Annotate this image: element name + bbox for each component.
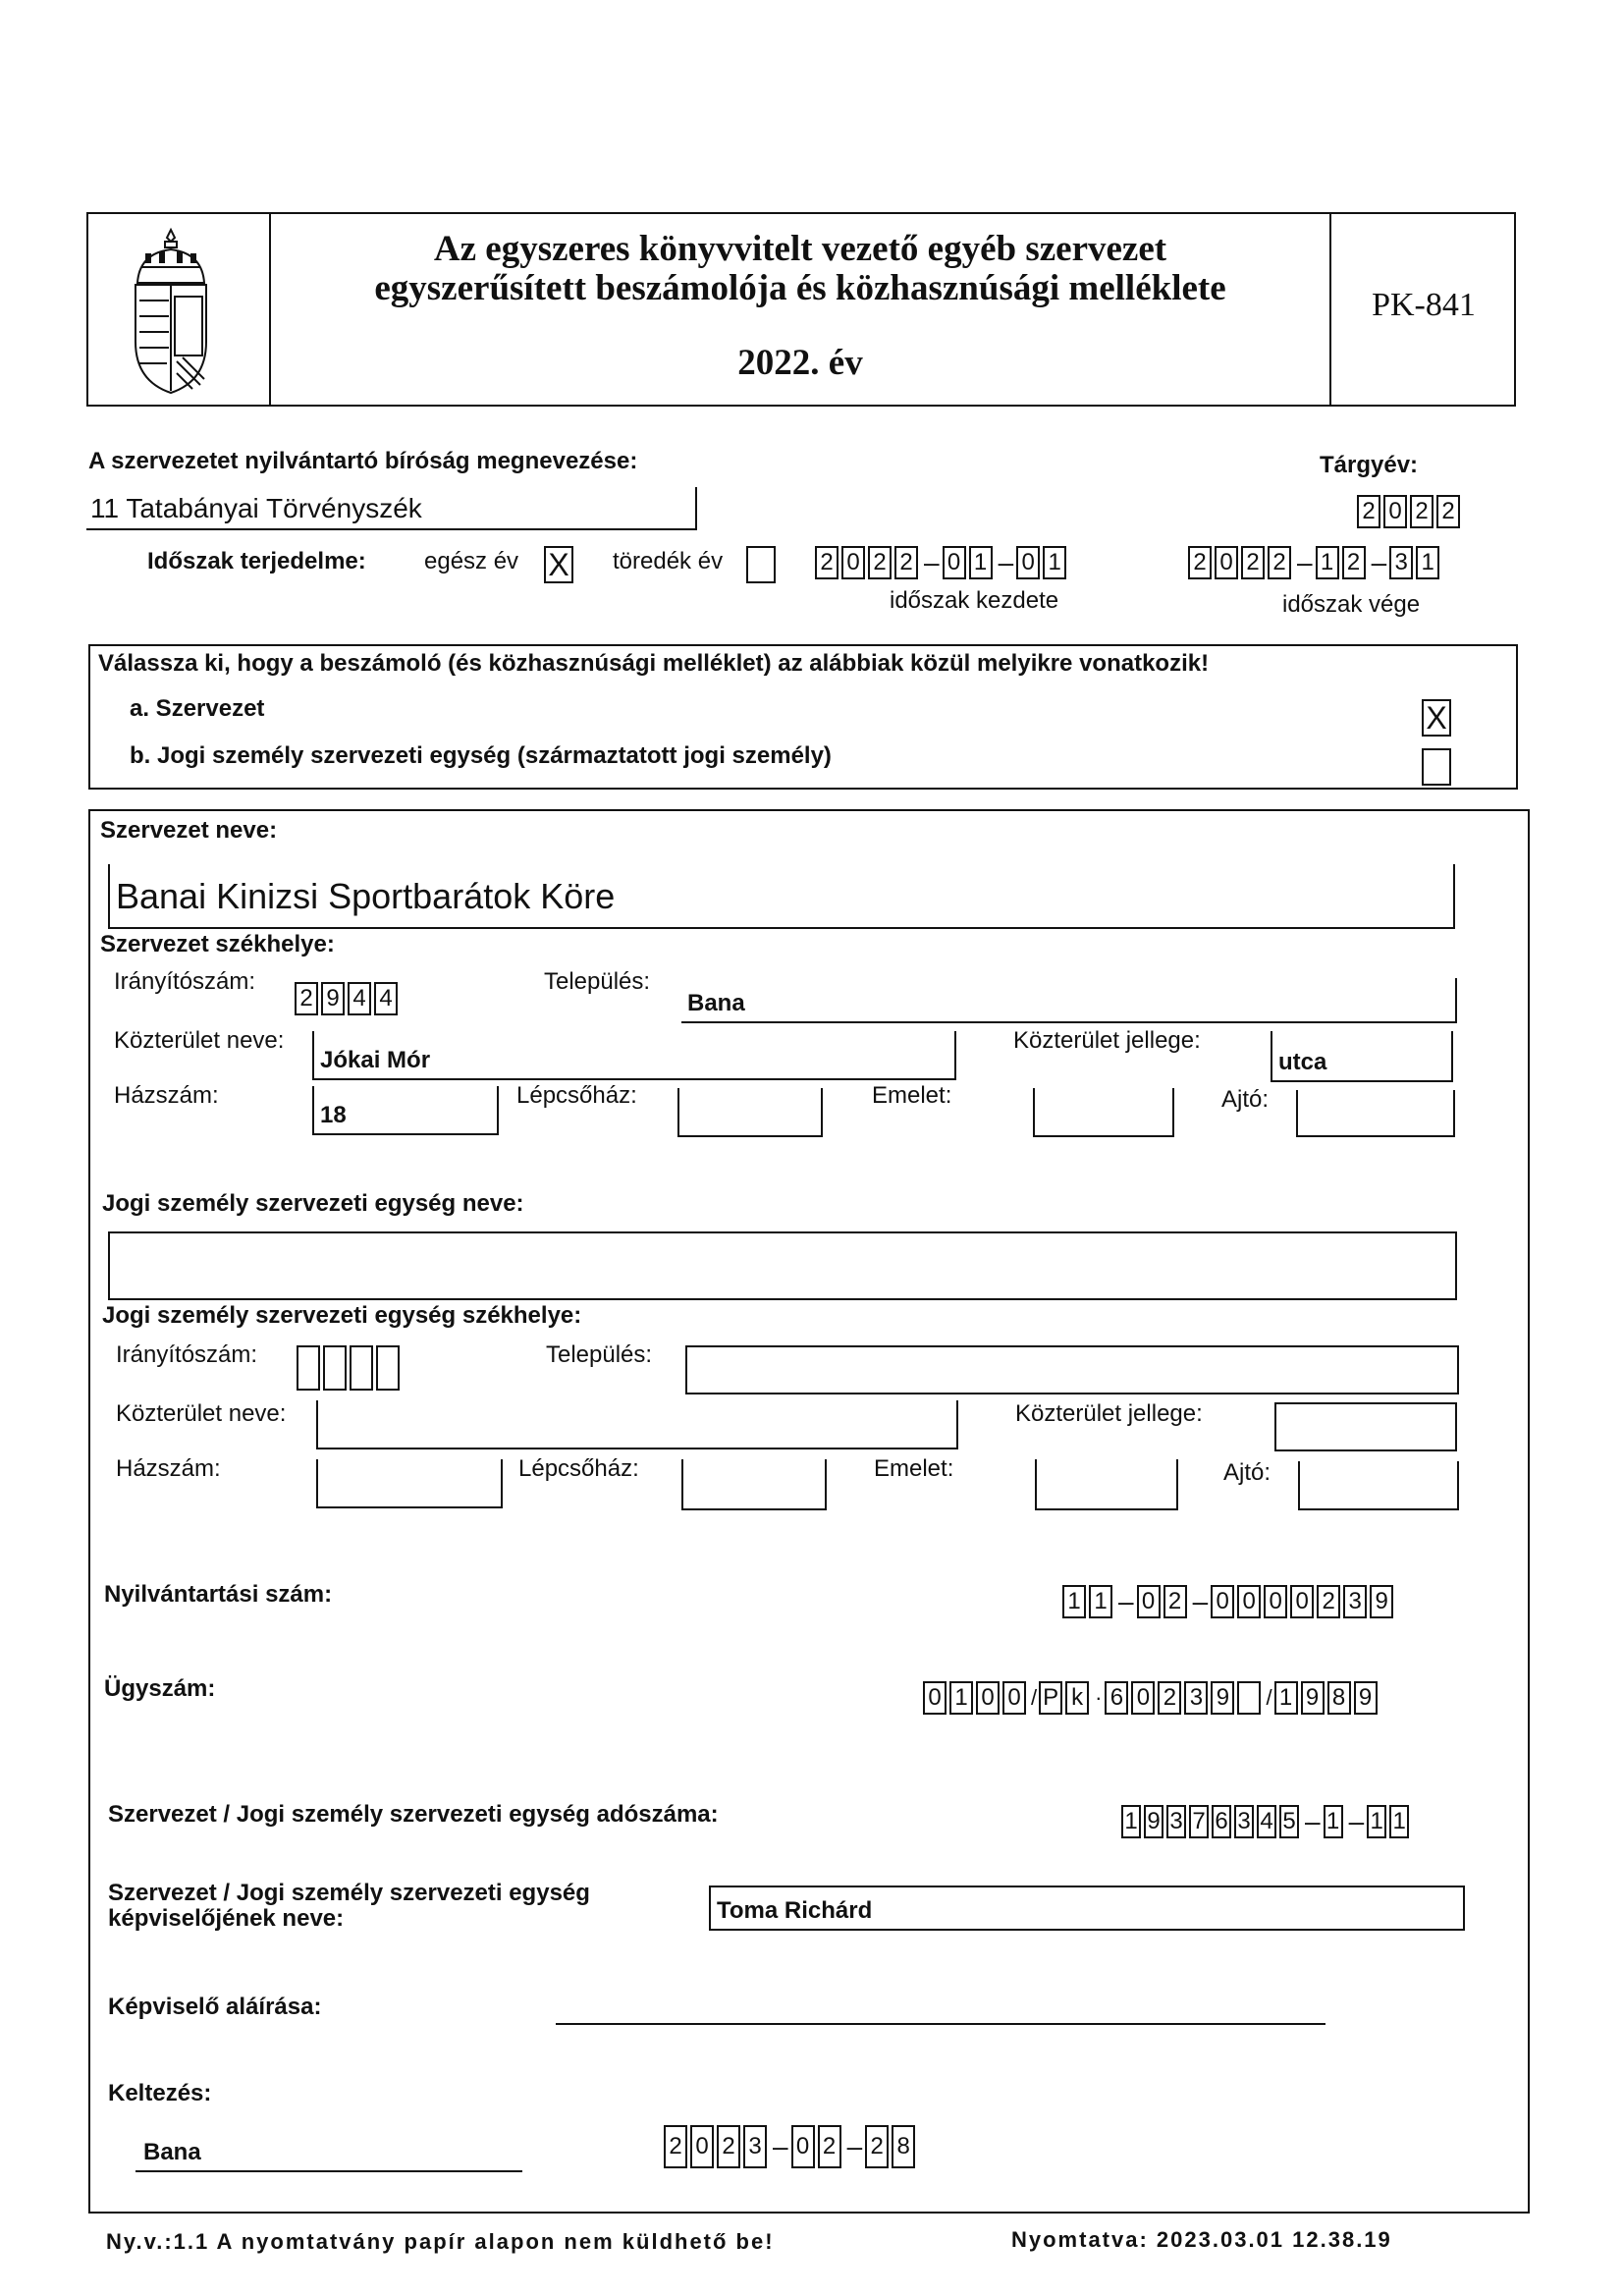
unit-zip-digits[interactable] — [297, 1345, 403, 1391]
representative-field[interactable] — [709, 1886, 1465, 1931]
org-street-field[interactable] — [312, 1031, 956, 1080]
digit-box[interactable]: 1 — [1089, 1585, 1112, 1618]
digit-box[interactable]: 0 — [1290, 1585, 1314, 1618]
digit-box[interactable]: 7 — [1189, 1805, 1209, 1838]
period-start-label: időszak kezdete — [890, 587, 1059, 614]
digit-box[interactable]: 9 — [1211, 1681, 1234, 1715]
digit-box[interactable]: 6 — [1105, 1681, 1128, 1715]
digit-box[interactable] — [376, 1345, 400, 1391]
digit-box[interactable]: k — [1065, 1681, 1089, 1715]
form-title-line1: Az egyszeres könyvvitelt vezető egyéb szervezet — [433, 229, 1167, 269]
option-b-checkbox[interactable] — [1422, 748, 1451, 786]
unit-floor-field[interactable] — [1035, 1459, 1178, 1510]
org-zip-label: Irányítószám: — [114, 968, 256, 995]
digit-box[interactable]: 0 — [1264, 1585, 1287, 1618]
option-a-checkbox[interactable]: X — [1422, 699, 1451, 737]
unit-house-field[interactable] — [316, 1459, 503, 1508]
unit-stair-label: Lépcsőház: — [518, 1455, 639, 1482]
digit-box[interactable] — [323, 1345, 347, 1391]
digit-box[interactable]: 2 — [815, 546, 839, 579]
slash-separator: / — [1266, 1685, 1272, 1710]
representative-label-line2: képviselőjének neve: — [108, 1905, 345, 1932]
org-city-label: Település: — [544, 968, 651, 995]
number-separator: – — [1348, 1806, 1365, 1836]
dating-place[interactable]: Bana — [143, 2139, 201, 2165]
court-value: 11 Tatabányai Törvényszék — [90, 493, 422, 523]
unit-city-field[interactable] — [685, 1345, 1459, 1394]
digit-box[interactable]: 0 — [690, 2125, 714, 2168]
digit-box[interactable]: 9 — [321, 982, 345, 1015]
digit-box[interactable] — [297, 1345, 320, 1391]
digit-box[interactable]: P — [1039, 1681, 1062, 1715]
period-end-date[interactable] — [1188, 546, 1442, 579]
digit-box[interactable]: 2 — [818, 2125, 841, 2168]
digit-box[interactable]: 0 — [841, 546, 865, 579]
case-digits[interactable] — [923, 1681, 1380, 1715]
unit-floor-label: Emelet: — [874, 1455, 954, 1482]
partial-year-checkbox[interactable] — [746, 546, 776, 583]
number-separator: – — [1118, 1586, 1134, 1616]
unit-house-label: Házszám: — [116, 1455, 221, 1482]
form-code: PK-841 — [1372, 287, 1476, 323]
digit-box[interactable]: 1 — [1043, 546, 1066, 579]
footer-right: Nyomtatva: 2023.03.01 12.38.19 — [1011, 2227, 1392, 2252]
hungarian-coat-of-arms-icon — [126, 224, 216, 397]
digit-box[interactable]: 0 — [791, 2125, 815, 2168]
digit-box[interactable]: 2 — [1241, 546, 1265, 579]
period-end-label: időszak vége — [1282, 591, 1421, 618]
digit-box[interactable]: 1 — [1416, 546, 1439, 579]
date-separator: – — [1297, 547, 1313, 577]
digit-box[interactable]: 1 — [1316, 546, 1339, 579]
org-street-type-value: utca — [1278, 1049, 1327, 1075]
digit-box[interactable]: 2 — [1163, 1585, 1187, 1618]
partial-year-label: töredék év — [613, 548, 724, 574]
digit-box[interactable] — [350, 1345, 373, 1391]
number-separator: – — [1305, 1806, 1321, 1836]
org-name-field[interactable] — [108, 864, 1455, 929]
unit-street-type-field[interactable] — [1274, 1402, 1457, 1451]
digit-box[interactable]: 8 — [1327, 1681, 1351, 1715]
digit-box[interactable]: 3 — [1166, 1805, 1186, 1838]
slash-separator: / — [1031, 1685, 1038, 1710]
digit-box[interactable]: 1 — [1121, 1805, 1141, 1838]
dating-date[interactable] — [664, 2125, 918, 2168]
org-door-field[interactable] — [1296, 1090, 1455, 1137]
org-name-label: Szervezet neve: — [100, 817, 278, 844]
digit-box[interactable]: 3 — [1184, 1681, 1208, 1715]
digit-box[interactable]: 2 — [1268, 546, 1291, 579]
digit-box[interactable]: 4 — [1257, 1805, 1276, 1838]
digit-box[interactable]: 0 — [1383, 495, 1407, 528]
period-label: Időszak terjedelme: — [147, 548, 366, 574]
digit-box[interactable]: 0 — [976, 1681, 1000, 1715]
date-separator: – — [1371, 547, 1387, 577]
full-year-checkbox[interactable]: X — [544, 546, 573, 583]
digit-box[interactable]: 1 — [949, 1681, 973, 1715]
digit-box[interactable]: 0 — [943, 546, 966, 579]
date-separator: – — [773, 2131, 788, 2161]
digit-box[interactable]: 2 — [717, 2125, 740, 2168]
digit-box[interactable]: 0 — [1237, 1585, 1261, 1618]
unit-stair-field[interactable] — [681, 1459, 827, 1510]
digit-box[interactable]: 2 — [1342, 546, 1366, 579]
digit-box[interactable]: 5 — [1279, 1805, 1299, 1838]
unit-door-label: Ajtó: — [1223, 1459, 1271, 1486]
date-separator: – — [924, 547, 940, 577]
org-house-value: 18 — [320, 1102, 347, 1128]
signature-label: Képviselő aláírása: — [108, 1994, 322, 2020]
digit-box[interactable]: 1 — [969, 546, 993, 579]
unit-door-field[interactable] — [1298, 1461, 1459, 1510]
digit-box[interactable]: 1 — [1062, 1585, 1086, 1618]
unit-street-type-label: Közterület jellege: — [1015, 1400, 1203, 1427]
subject-year-label: Tárgyév: — [1320, 452, 1419, 478]
unit-name-label: Jogi személy szervezeti egység neve: — [102, 1190, 524, 1217]
court-label: A szervezetet nyilvántartó bíróság megnevezése: — [88, 448, 638, 474]
digit-box[interactable] — [1237, 1681, 1261, 1715]
tax-label: Szervezet / Jogi személy szervezeti egység adószáma: — [108, 1801, 719, 1828]
digit-box[interactable]: 2 — [1158, 1681, 1181, 1715]
unit-name-field[interactable] — [108, 1231, 1457, 1300]
digit-box[interactable]: 0 — [923, 1681, 947, 1715]
date-separator: – — [998, 547, 1014, 577]
option-b-label: b. Jogi személy szervezeti egység (származtatott jogi személy) — [130, 742, 832, 769]
digit-box[interactable]: 1 — [1324, 1805, 1343, 1838]
org-house-field[interactable] — [312, 1086, 499, 1135]
registration-label: Nyilvántartási szám: — [104, 1581, 333, 1608]
digit-box[interactable]: 9 — [1144, 1805, 1163, 1838]
option-a-label: a. Szervezet — [130, 695, 265, 722]
selection-question: Válassza ki, hogy a beszámoló (és közhasznúsági melléklet) az alábbiak közül melyikre vonatkozik! — [98, 650, 1210, 677]
org-seat-label: Szervezet székhelye: — [100, 931, 335, 957]
digit-box[interactable]: 6 — [1212, 1805, 1231, 1838]
digit-box[interactable]: 2 — [868, 546, 892, 579]
form-year: 2022. év — [737, 343, 863, 383]
form-title-line2: egyszerűsített beszámolója és közhasznúsági melléklete — [374, 268, 1226, 308]
digit-box[interactable]: 2 — [1410, 495, 1434, 528]
org-stair-field[interactable] — [677, 1088, 823, 1137]
unit-city-label: Település: — [546, 1341, 653, 1368]
dating-label: Keltezés: — [108, 2080, 212, 2106]
org-floor-field[interactable] — [1033, 1088, 1174, 1137]
court-field[interactable] — [86, 487, 697, 530]
digit-box[interactable]: 1 — [1389, 1805, 1409, 1838]
org-street-label: Közterület neve: — [114, 1027, 285, 1054]
digit-box[interactable]: 2 — [1188, 546, 1212, 579]
subject-year-digits[interactable] — [1357, 495, 1463, 528]
unit-zip-label: Irányítószám: — [116, 1341, 258, 1368]
number-separator: – — [1192, 1586, 1209, 1616]
registration-digits[interactable] — [1062, 1585, 1396, 1618]
digit-box[interactable]: 4 — [374, 982, 398, 1015]
org-floor-label: Emelet: — [872, 1082, 952, 1109]
date-separator: – — [846, 2131, 863, 2161]
digit-box[interactable]: 0 — [1131, 1681, 1155, 1715]
digit-box[interactable]: 2 — [865, 2125, 889, 2168]
dot-separator: · — [1095, 1685, 1103, 1710]
digit-box[interactable]: 2 — [295, 982, 318, 1015]
footer-left: Ny.v.:1.1 A nyomtatvány papír alapon nem küldhető be! — [106, 2229, 775, 2254]
unit-seat-label: Jogi személy szervezeti egység székhelye: — [102, 1302, 582, 1329]
digit-box[interactable]: 0 — [1137, 1585, 1161, 1618]
org-stair-label: Lépcsőház: — [516, 1082, 637, 1109]
digit-box[interactable]: 1 — [1367, 1805, 1386, 1838]
digit-box[interactable]: 3 — [1343, 1585, 1367, 1618]
representative-value: Toma Richárd — [717, 1897, 873, 1924]
digit-box[interactable]: 0 — [1016, 546, 1040, 579]
digit-box[interactable]: 2 — [1436, 495, 1460, 528]
org-zip-digits[interactable] — [295, 982, 401, 1015]
case-label: Ügyszám: — [104, 1675, 216, 1702]
representative-label-line1: Szervezet / Jogi személy szervezeti egység — [108, 1880, 590, 1906]
digit-box[interactable]: 3 — [743, 2125, 767, 2168]
digit-box[interactable]: 9 — [1301, 1681, 1325, 1715]
digit-box[interactable]: 2 — [664, 2125, 687, 2168]
digit-box[interactable]: 9 — [1370, 1585, 1393, 1618]
org-street-type-field[interactable] — [1271, 1031, 1453, 1082]
org-name-value: Banai Kinizsi Sportbarátok Köre — [116, 876, 616, 916]
unit-street-field[interactable] — [316, 1400, 958, 1449]
digit-box[interactable]: 3 — [1389, 546, 1413, 579]
digit-box[interactable]: 8 — [892, 2125, 915, 2168]
digit-box[interactable]: 3 — [1234, 1805, 1254, 1838]
org-door-label: Ajtó: — [1221, 1086, 1270, 1113]
digit-box[interactable]: 0 — [1211, 1585, 1234, 1618]
digit-box[interactable]: 0 — [1215, 546, 1238, 579]
org-city-field[interactable] — [681, 978, 1457, 1023]
tax-digits[interactable] — [1121, 1805, 1412, 1838]
period-start-date[interactable] — [815, 546, 1069, 579]
digit-box[interactable]: 2 — [894, 546, 918, 579]
digit-box[interactable]: 0 — [1002, 1681, 1026, 1715]
dating-place-line — [135, 2170, 522, 2172]
digit-box[interactable]: 2 — [1317, 1585, 1340, 1618]
unit-street-label: Közterület neve: — [116, 1400, 287, 1427]
org-street-value: Jókai Mór — [320, 1047, 431, 1073]
org-street-type-label: Közterület jellege: — [1013, 1027, 1201, 1054]
digit-box[interactable]: 9 — [1354, 1681, 1378, 1715]
full-year-label: egész év — [424, 548, 519, 574]
org-house-label: Házszám: — [114, 1082, 219, 1109]
digit-box[interactable]: 1 — [1274, 1681, 1298, 1715]
signature-line[interactable] — [556, 2023, 1325, 2025]
org-city-value: Bana — [687, 990, 745, 1016]
digit-box[interactable]: 2 — [1357, 495, 1380, 528]
digit-box[interactable]: 4 — [348, 982, 371, 1015]
